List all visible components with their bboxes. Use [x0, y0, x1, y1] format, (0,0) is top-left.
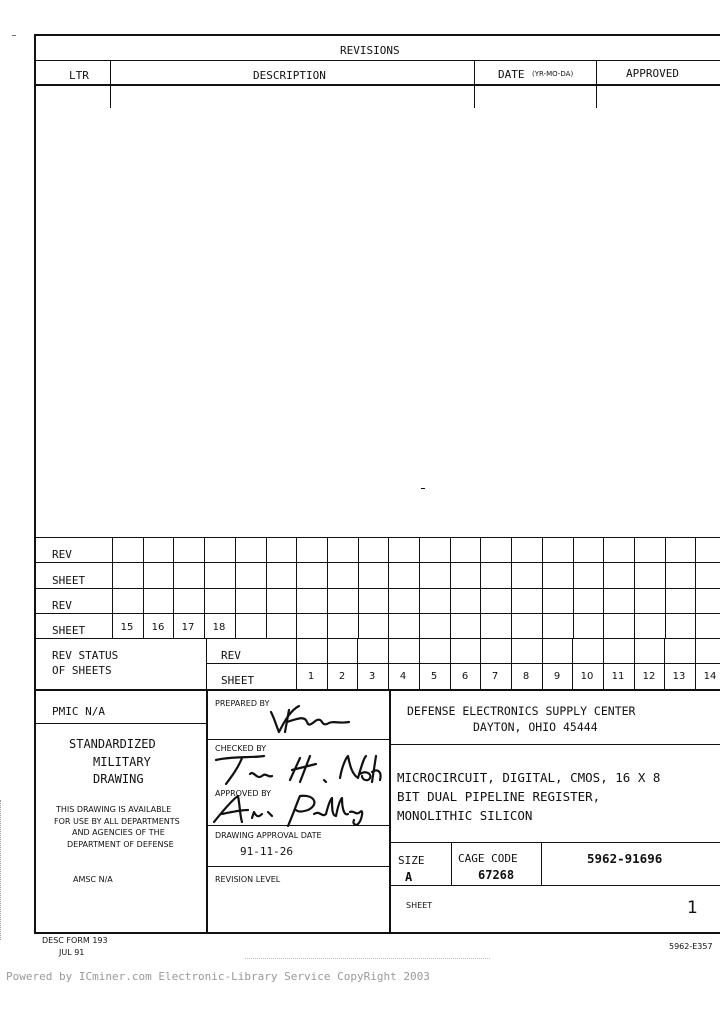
title-line	[389, 842, 720, 843]
lower-sheet-number: 9	[553, 671, 561, 682]
lower-sheet-number: 7	[491, 671, 499, 682]
availability-line2: FOR USE BY ALL DEPARTMENTS	[54, 817, 180, 826]
lower-sheet-number: 8	[522, 671, 530, 682]
title-line1: MICROCIRCUIT, DIGITAL, CMOS, 16 X 8	[397, 770, 661, 785]
upper-grid-column-line	[266, 537, 267, 638]
agency-line1: DEFENSE ELECTRONICS SUPPLY CENTER	[407, 704, 636, 718]
size-label: SIZE	[398, 854, 425, 867]
col-date-header: DATE	[498, 68, 525, 81]
grid-line-7	[34, 689, 720, 691]
frame-bottom-border	[34, 932, 720, 934]
upper-sheet-number: 17	[181, 622, 195, 633]
checked-by-label: CHECKED BY	[215, 744, 267, 753]
sheet-label: SHEET	[406, 901, 433, 910]
grid-line-5	[34, 638, 720, 639]
lower-sheet-number: 10	[580, 671, 594, 682]
date-line	[206, 866, 389, 867]
grid-line-3	[34, 588, 720, 589]
rev-status-line2: OF SHEETS	[52, 664, 112, 677]
lower-sheet-number: 11	[611, 671, 625, 682]
corner-mark	[12, 35, 16, 36]
col-approved-header: APPROVED	[626, 67, 679, 80]
prepared-by-label: PREPARED BY	[215, 699, 270, 708]
grid-line-1	[34, 537, 720, 538]
revisions-title-line	[34, 60, 720, 61]
grid-line-4	[34, 613, 720, 614]
upper-grid-column-line	[695, 537, 696, 638]
approval-date-label: DRAWING APPROVAL DATE	[215, 831, 322, 840]
lower-sheet-number: 6	[461, 671, 469, 682]
standardized-line1: STANDARDIZED	[69, 737, 156, 751]
upper-sheet-number: 18	[212, 622, 226, 633]
grid-line-2	[34, 562, 720, 563]
pmic-line	[34, 723, 206, 724]
lower-sheet-number: 12	[642, 671, 656, 682]
size-divider	[451, 842, 452, 885]
form-number-line2: JUL 91	[59, 948, 85, 957]
rev-row-label-1: REV	[52, 548, 72, 561]
sheet-row-label-3: SHEET	[221, 674, 255, 687]
document-code: 5962-E357	[669, 942, 713, 951]
lower-sheet-number: 2	[338, 671, 346, 682]
prepared-signature	[265, 702, 355, 736]
upper-grid-column-line	[419, 537, 420, 638]
upper-grid-column-line	[327, 537, 328, 638]
sheet-row-label-1: SHEET	[52, 574, 86, 587]
availability-line4: DEPARTMENT OF DEFENSE	[67, 840, 174, 849]
standardized-line3: DRAWING	[93, 772, 144, 786]
lower-sheet-number: 14	[703, 671, 717, 682]
checked-signature	[212, 752, 390, 790]
sign-block-divider	[389, 689, 391, 933]
rev-status-line1: REV STATUS	[52, 649, 119, 662]
size-value: A	[405, 870, 413, 884]
availability-line3: AND AGENCIES OF THE	[72, 828, 165, 837]
stray-dot	[421, 488, 425, 489]
frame-left-border	[34, 34, 36, 933]
lower-sheet-number: 4	[399, 671, 407, 682]
upper-grid-column-line	[573, 537, 574, 638]
col-date-format: (YR-MO-DA)	[532, 70, 574, 78]
rev-row-label-2: REV	[52, 599, 72, 612]
upper-grid-column-line	[358, 537, 359, 638]
title-line2: BIT DUAL PIPELINE REGISTER,	[397, 789, 601, 804]
cage-divider	[541, 842, 542, 885]
lower-sheet-number: 3	[368, 671, 376, 682]
upper-grid-column-line	[296, 537, 297, 638]
size-row-line	[389, 885, 720, 886]
prepared-line	[206, 739, 389, 740]
margin-scan-mark	[0, 800, 1, 940]
drawing-number: 5962-91696	[587, 851, 663, 866]
approval-date-value: 91-11-26	[240, 845, 293, 858]
upper-grid-column-line	[388, 537, 389, 638]
upper-sheet-number: 15	[120, 622, 134, 633]
revisions-header-line	[34, 84, 720, 86]
rev-col-divider-3	[596, 60, 597, 108]
cage-code-value: 67268	[478, 868, 515, 882]
upper-grid-column-line	[450, 537, 451, 638]
pmic-label: PMIC N/A	[52, 705, 105, 718]
form-number-line1: DESC FORM 193	[42, 936, 108, 945]
grid-line-6	[206, 663, 720, 664]
upper-grid-column-line	[511, 537, 512, 638]
rev-col-divider-2	[474, 60, 475, 108]
rev-row-label-3: REV	[221, 649, 241, 662]
grid-divider-left	[206, 638, 207, 690]
upper-grid-column-line	[480, 537, 481, 638]
cage-code-label: CAGE CODE	[458, 852, 518, 865]
powered-by-text: Powered by ICminer.com Electronic-Library Service CopyRight 2003	[6, 970, 430, 983]
lower-sheet-number: 5	[430, 671, 438, 682]
left-block-divider	[206, 689, 208, 933]
faded-scan-marks	[245, 958, 490, 959]
rev-col-divider-1	[110, 60, 111, 108]
frame-top-border	[34, 34, 720, 36]
title-line3: MONOLITHIC SILICON	[397, 808, 533, 823]
upper-grid-column-line	[665, 537, 666, 638]
approved-by-label: APPROVED BY	[215, 789, 272, 798]
sheet-value: 1	[687, 898, 698, 918]
col-description-header: DESCRIPTION	[253, 69, 326, 82]
approved-signature	[210, 789, 370, 828]
upper-grid-column-line	[542, 537, 543, 638]
col-ltr-header: LTR	[69, 69, 89, 82]
revisions-title: REVISIONS	[340, 44, 400, 57]
agency-line2: DAYTON, OHIO 45444	[473, 720, 598, 734]
upper-sheet-number: 16	[151, 622, 165, 633]
lower-sheet-number: 1	[307, 671, 315, 682]
upper-grid-column-line	[634, 537, 635, 638]
sheet-row-label-2: SHEET	[52, 624, 86, 637]
upper-grid-column-line	[235, 537, 236, 638]
agency-line	[389, 744, 720, 745]
availability-line1: THIS DRAWING IS AVAILABLE	[56, 805, 172, 814]
amsc-label: AMSC N/A	[73, 875, 113, 884]
revision-level-label: REVISION LEVEL	[215, 875, 281, 884]
standardized-line2: MILITARY	[93, 755, 151, 769]
upper-grid-column-line	[603, 537, 604, 638]
lower-sheet-number: 13	[672, 671, 686, 682]
